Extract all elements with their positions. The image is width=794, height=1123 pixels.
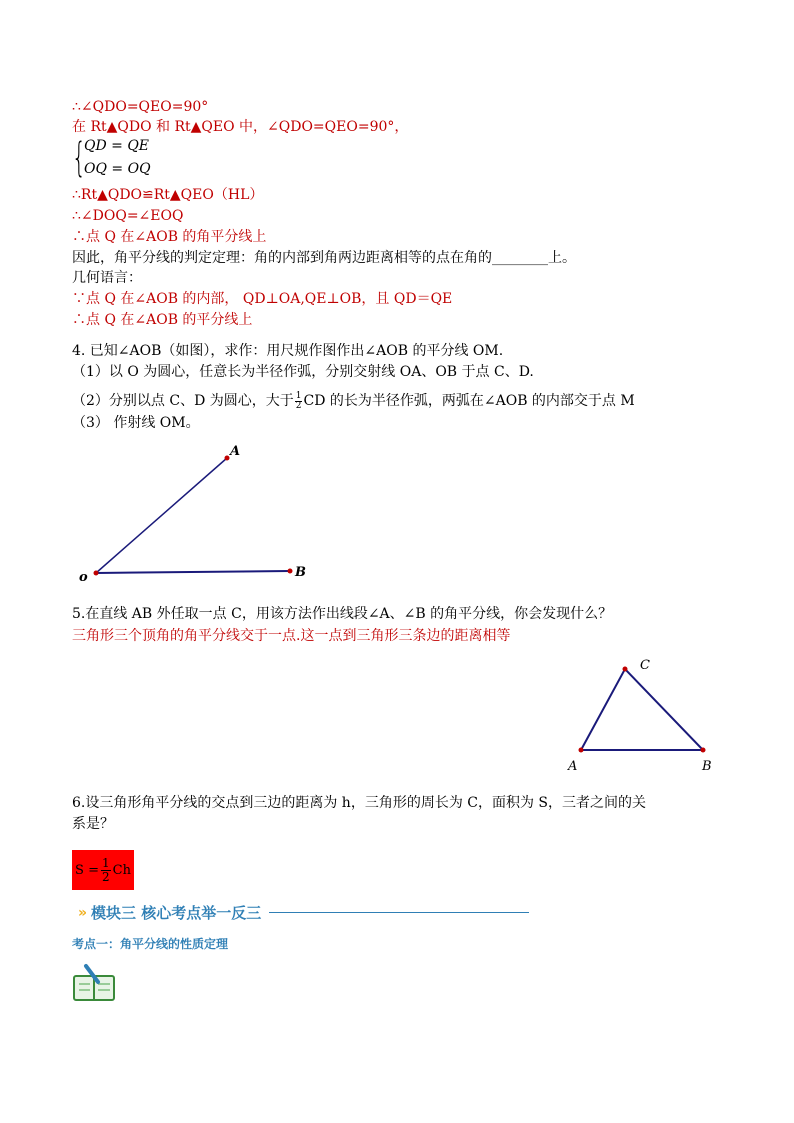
left-brace: { <box>72 135 86 181</box>
fraction-numerator: 1 <box>101 855 110 870</box>
theorem-statement: 因此，角平分线的判定定理：角的内部到角两边距离相等的点在角的________上。 <box>72 250 576 266</box>
label-b: B <box>702 759 712 774</box>
answer-formula <box>72 850 134 890</box>
fraction-denominator: 2 <box>295 400 302 411</box>
point-c <box>623 667 628 672</box>
double-chevron-icon: » <box>78 904 88 921</box>
fraction-denominator: 2 <box>101 869 110 884</box>
equation-system <box>72 136 272 180</box>
question-5-title: 5.在直线 AB 外任取一点 C，用该方法作出线段∠A、∠B 的角平分线，你会发现什么？ <box>72 606 613 622</box>
proof-line: ∴∠DOQ=∠EOQ <box>72 208 184 224</box>
point-o <box>94 571 99 576</box>
equation-line: QD = QE <box>84 138 150 154</box>
proof-line: ∴Rt▲QDO≌Rt▲QEO（HL） <box>72 187 264 203</box>
point-b <box>701 748 706 753</box>
header-rule <box>269 912 529 913</box>
proof-line: 在 Rt▲QDO 和 Rt▲QEO 中，∠QDO=QEO=90°， <box>72 119 409 135</box>
question-4-step-3: （3） 作射线 OM。 <box>72 415 200 431</box>
key-point-title: 考点一：角平分线的性质定理 <box>72 937 229 951</box>
proof-line: ∴点 Q 在∠AOB 的平分线上 <box>72 312 253 328</box>
label-a: A <box>568 759 578 774</box>
angle-aob-figure <box>70 440 320 590</box>
point-a <box>225 456 230 461</box>
question-6-line-2: 系是？ <box>72 816 114 832</box>
label-o: o <box>79 570 88 585</box>
question-4-step-1: （1）以 O 为圆心，任意长为半径作弧，分别交射线 OA、OB 于点 C、D. <box>72 364 534 380</box>
triangle-abc-figure <box>560 655 730 780</box>
triangle-abc <box>581 669 703 750</box>
fraction-numerator: 1 <box>295 390 302 401</box>
module-header <box>78 902 529 923</box>
section-label: 几何语言： <box>72 270 142 286</box>
question-5-answer: 三角形三个顶角的角平分线交于一点.这一点到三角形三条边的距离相等 <box>72 628 511 644</box>
formula-lhs: S = <box>75 862 99 878</box>
formula-rhs: Ch <box>112 862 131 878</box>
ray-oa <box>96 458 227 573</box>
label-a: A <box>230 444 241 459</box>
question-4-title: 4. 已知∠AOB（如图），求作：用尺规作图作出∠AOB 的平分线 OM. <box>72 343 504 359</box>
fraction <box>295 392 303 411</box>
step-2-pre: （2）分别以点 C、D 为圆心，大于 <box>72 393 294 409</box>
question-4-step-2 <box>72 391 635 411</box>
module-title: 模块三 核心考点举一反三 <box>91 904 262 922</box>
proof-line: ∴点 Q 在∠AOB 的角平分线上 <box>72 229 267 245</box>
formula-fraction <box>101 857 111 884</box>
book-pencil-icon <box>72 962 118 1002</box>
label-c: C <box>640 658 650 673</box>
step-2-post: CD 的长为半径作弧，两弧在∠AOB 的内部交于点 M <box>303 393 635 409</box>
question-6-line-1: 6.设三角形角平分线的交点到三边的距离为 h，三角形的周长为 C，面积为 S，三者之间的关 <box>72 795 647 811</box>
label-b: B <box>295 565 306 580</box>
equation-line: OQ = OQ <box>84 161 151 177</box>
proof-line: ∵点 Q 在∠AOB 的内部， QD⊥OA,QE⊥OB，且 QD＝QE <box>72 291 453 307</box>
point-a <box>579 748 584 753</box>
proof-line: ∴∠QDO=QEO=90° <box>72 99 209 115</box>
point-b <box>288 569 293 574</box>
ray-ob <box>96 571 290 573</box>
